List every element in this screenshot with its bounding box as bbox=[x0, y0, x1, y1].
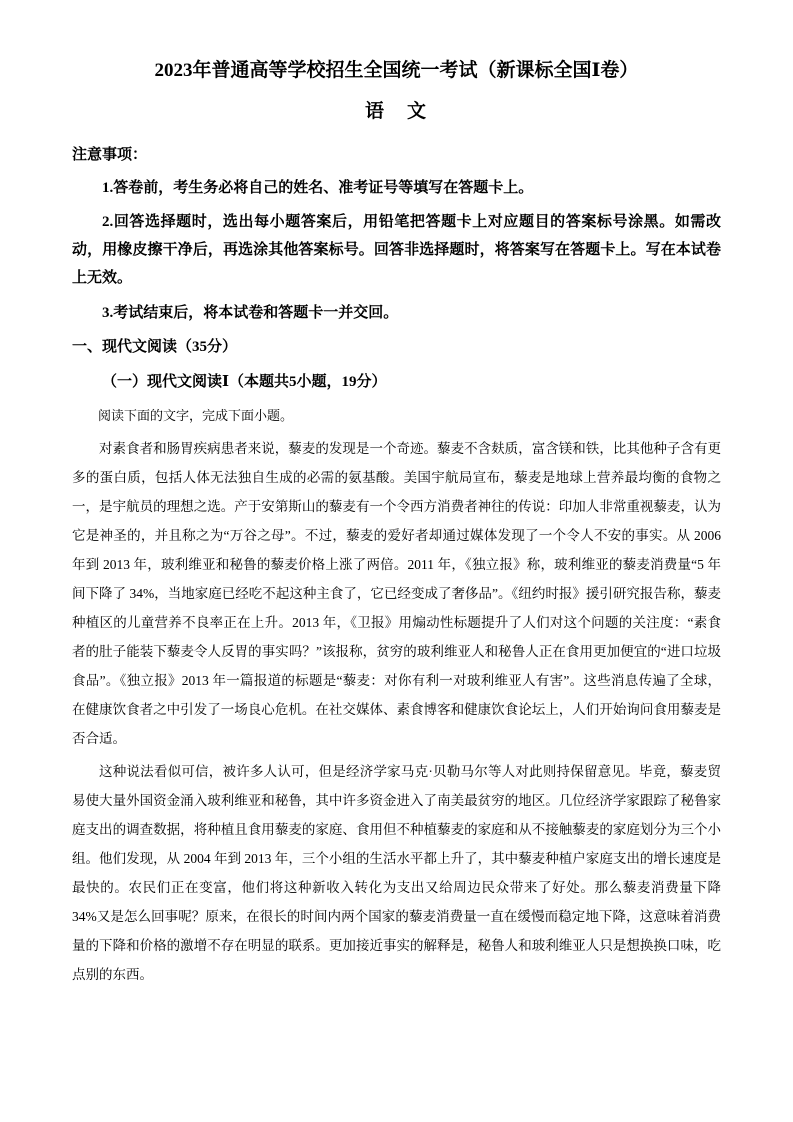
notice-item-2: 2.回答选择题时，选出每小题答案后，用铅笔把答题卡上对应题目的答案标号涂黑。如需改动，用橡皮擦干净后，再选涂其他答案标号。回答非选择题时，将答案写在答题卡上。写在本试卷上无效。 bbox=[72, 214, 721, 286]
subsection-heading-reading-1: （一）现代文阅读Ⅰ（本题共5小题，19分） bbox=[102, 374, 387, 391]
exam-subject: 语 文 bbox=[364, 100, 428, 122]
passage-paragraph-2: 这种说法看似可信，被许多人认可，但是经济学家马克·贝勒马尔等人对此则持保留意见。毕竟，藜麦贸易使大量外国资金涌入玻利维亚和秘鲁，其中许多资金进入了南美最贫穷的地区。几位经济学家跟踪了秘鲁家庭支出的调查数据，将种植且食用藜麦的家庭、食用但不种植藜麦的家庭和从不接触藜麦的家庭划分为三个小组。他们发现，从 2004 年到 2013 年，三个小组的生活水平都上升了，其中藜麦种植户家庭支出的增长速度是最快的。农民们正在变富，他们将这种新收入转化为支出又给周边民众带来了好处。那么藜麦消费量下降 34%又是怎么回事呢？原来，在很长的时间内两个国家的藜麦消费量一直在缓慢而稳定地下降，这意味着消费量的下降和价格的激增不存在明显的联系。更加接近事实的解释是，秘鲁人和玻利维亚人只是想换换口味，吃点别的东西。 bbox=[72, 764, 721, 983]
notice-item-1: 1.答卷前，考生务必将自己的姓名、准考证号等填写在答题卡上。 bbox=[102, 179, 534, 196]
notice-item-3: 3.考试结束后，将本试卷和答题卡一并交回。 bbox=[102, 304, 399, 321]
section-heading-modern-reading: 一、现代文阅读（35分） bbox=[72, 339, 238, 356]
notice-heading: 注意事项： bbox=[72, 147, 148, 164]
reading-instruction: 阅读下面的文字，完成下面小题。 bbox=[98, 408, 294, 424]
exam-title: 2023年普通高等学校招生全国统一考试（新课标全国Ⅰ卷） bbox=[154, 60, 639, 81]
passage-paragraph-1: 对素食者和肠胃疾病患者来说，藜麦的发现是一个奇迹。藜麦不含麸质，富含镁和铁，比其他种子含有更多的蛋白质，包括人体无法独自生成的必需的氨基酸。美国宇航局宣布，藜麦是地球上营养最均衡的食物之一，是宇航员的理想之选。产于安第斯山的藜麦有一个令西方消费者神往的传说：印加人非常重视藜麦，认为它是神圣的，并且称之为“万谷之母”。不过，藜麦的爱好者却通过媒体发现了一个令人不安的事实。从 2006 年到 2013 年，玻利维亚和秘鲁的藜麦价格上涨了两倍。2011 年，《独立报》称，玻利维亚的藜麦消费量“5 年间下降了 34%，当地家庭已经吃不起这种主食了，它已经变成了奢侈品”。《纽约时报》援引研究报告称，藜麦种植区的儿童营养不良率正在上升。2013 年，《卫报》用煽动性标题提升了人们对这个问题的关注度：“素食者的肚子能装下藜麦令人反胃的事实吗？”该报称，贫穷的玻利维亚人和秘鲁人正在食用更加便宜的“进口垃圾食品”。《独立报》2013 年一篇报道的标题是“藜麦：对你有利一对玻利维亚人有害”。这些消息传遍了全球，在健康饮食者之中引发了一场良心危机。在社交媒体、素食博客和健康饮食论坛上，人们开始询问食用藜麦是否合适。 bbox=[72, 440, 721, 746]
